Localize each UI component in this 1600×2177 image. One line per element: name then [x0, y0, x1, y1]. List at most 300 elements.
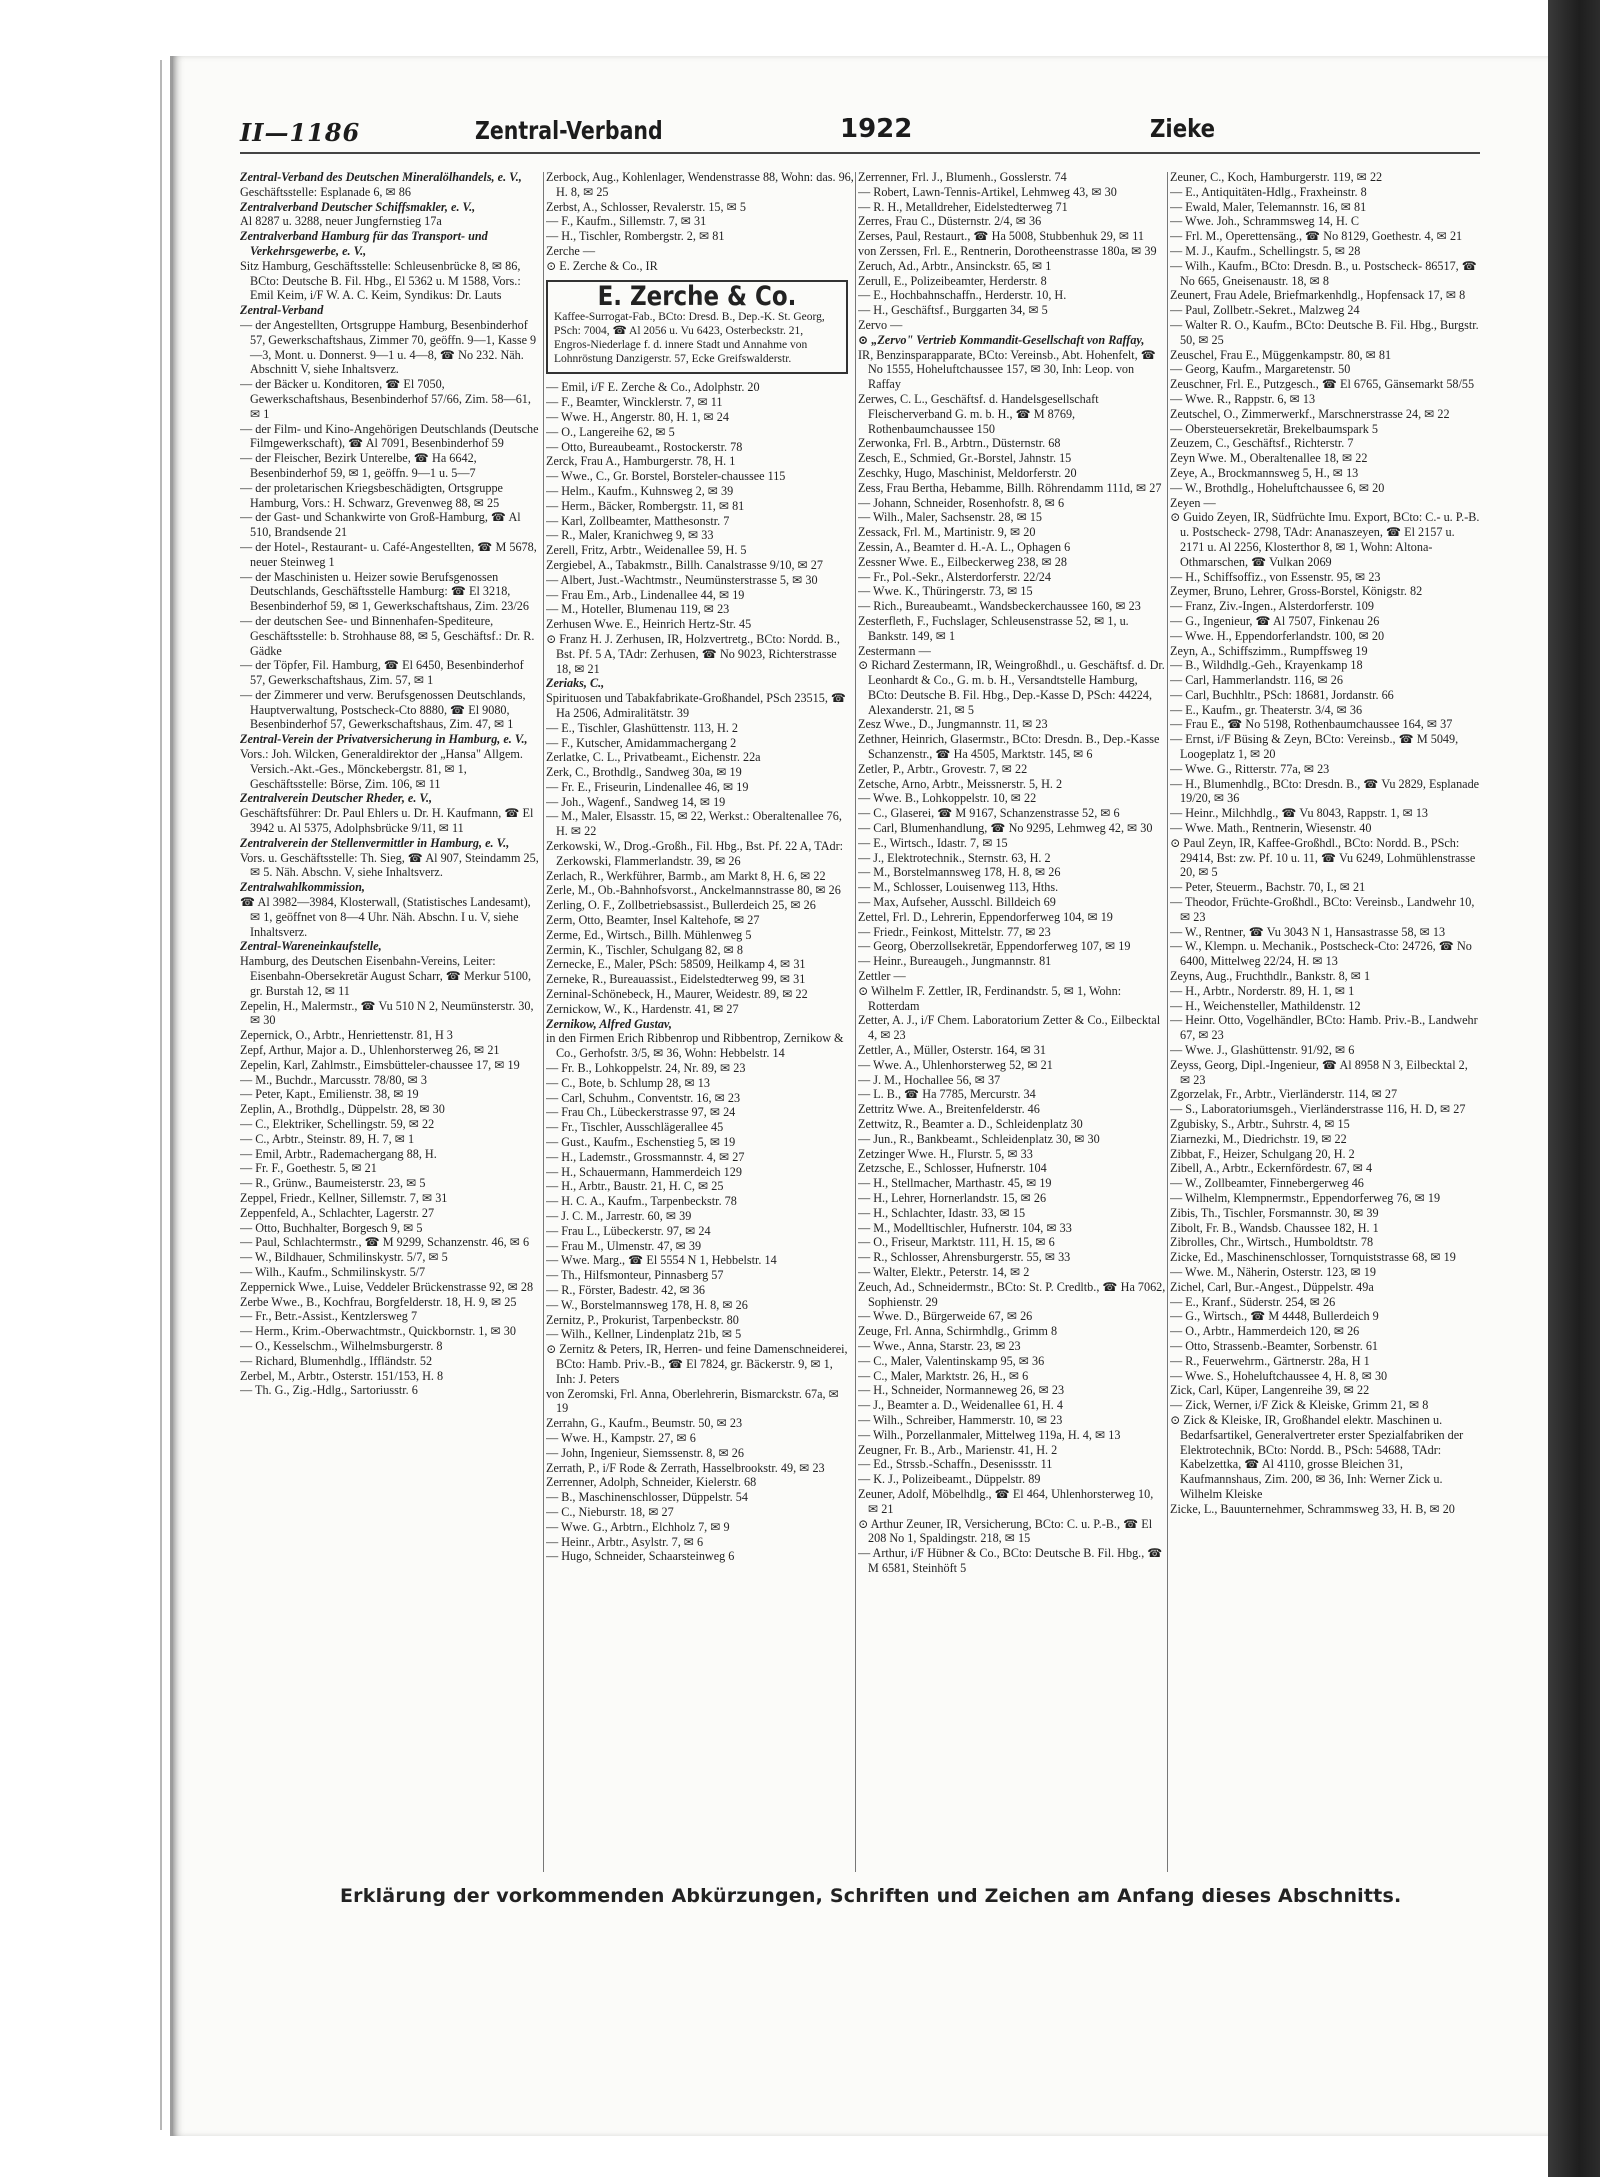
directory-entry: — C., Arbtr., Steinstr. 89, H. 7, ✉ 1 [240, 1131, 415, 1146]
directory-entry: Zeyn Wwe. M., Oberaltenallee 18, ✉ 22 [1170, 451, 1368, 466]
directory-entry: — Paul, Zollbetr.-Sekret., Malzweg 24 [1170, 303, 1360, 318]
directory-entry: Zentral-Wareneinkaufstelle, [240, 939, 382, 954]
advertisement-title: E. Zerche & Co. [597, 280, 797, 312]
directory-entry: Zepelin, H., Malermstr., ☎ Vu 510 N 2, Neumünsterstr. 30, ✉ 30 [240, 998, 534, 1028]
directory-entry: — Carl, Buchhltr., PSch: 18681, Jordanstr. 66 [1170, 687, 1394, 702]
directory-entry: Zentralverband Deutscher Schiffsmakler, e. V., [240, 199, 476, 214]
directory-entry: — Fr., Betr.-Assist., Kentzlersweg 7 [240, 1309, 418, 1324]
directory-entry: Zepelin, Karl, Zahlmstr., Eimsbütteler-chaussee 17, ✉ 19 [240, 1057, 520, 1072]
directory-entry: Zeuner, C., Koch, Hamburgerstr. 119, ✉ 22 [1170, 170, 1383, 184]
directory-entry: — Robert, Lawn-Tennis-Artikel, Lehmweg 43, ✉ 30 [858, 184, 1117, 199]
directory-entry: — Paul, Schlachtermstr., ☎ M 9299, Schanzenstr. 46, ✉ 6 [240, 1235, 530, 1250]
directory-entry: — Walter, Elektr., Peterstr. 14, ✉ 2 [858, 1264, 1030, 1279]
scan-left-margin [0, 0, 150, 2177]
directory-entry: — Frau Em., Arb., Lindenallee 44, ✉ 19 [546, 587, 745, 602]
directory-entry: Zeuschner, Frl. E., Putzgesch., ☎ El 6765, Gänsemarkt 58/55 [1170, 377, 1475, 392]
directory-entry: — Zick, Werner, i/F Zick & Kleiske, Grimm 21, ✉ 8 [1170, 1398, 1429, 1413]
directory-entry: — F., Beamter, Wincklerstr. 7, ✉ 11 [546, 395, 723, 410]
directory-entry: — O., Arbtr., Hammerdeich 120, ✉ 26 [1170, 1324, 1360, 1339]
directory-entry: — E., Kaufm., gr. Theaterstr. 3/4, ✉ 36 [1170, 702, 1363, 717]
directory-entry: Zeuch, Ad., Schneidermstr., BCto: St. P. Credltb., ☎ Ha 7062, Sophienstr. 29 [858, 1279, 1166, 1309]
column-divider [1167, 172, 1168, 1872]
directory-entry: — W., Klempn. u. Mechanik., Postscheck-Cto: 24726, ☎ No 6400, Mittelweg 22/24, H. ✉ 13 [1170, 939, 1472, 969]
directory-entry: Zeunert, Frau Adele, Briefmarkenhdlg., Hopfensack 17, ✉ 8 [1170, 288, 1466, 303]
directory-entry: ☎ Al 3982—3984, Klosterwall, (Statistisches Landesamt), ✉ 1, geöffnet von 8—4 Uhr. Näh. Abschn. I u. V, siehe Inhaltsverz. [240, 895, 531, 939]
directory-entry: — Wwe. H., Kampstr. 27, ✉ 6 [546, 1430, 696, 1445]
directory-entry: — der Bäcker u. Konditoren, ☎ El 7050, Gewerkschaftshaus, Besenbinderhof 57/66, Zim. 58—61, ✉ 1 [240, 377, 531, 421]
directory-entry: — J., Beamter a. D., Weidenallee 61, H. 4 [858, 1398, 1063, 1413]
directory-entry: — Wwe. Joh., Schrammsweg 14, H. C [1170, 214, 1360, 229]
directory-entry: — Wwe. J., Glashüttenstr. 91/92, ✉ 6 [1170, 1043, 1355, 1058]
directory-entry: — Rich., Bureaubeamt., Wandsbeckerchaussee 160, ✉ 23 [858, 599, 1141, 614]
directory-entry: — Wwe. H., Eppendorferlandstr. 100, ✉ 20 [1170, 628, 1385, 643]
directory-entry: Zettel, Frl. D., Lehrerin, Eppendorferweg 104, ✉ 19 [858, 909, 1113, 924]
directory-entry: — Peter, Kapt., Emilienstr. 38, ✉ 19 [240, 1087, 419, 1102]
directory-entry: ⊙ Guido Zeyen, IR, Südfrüchte Imu. Export, BCto: C.- u. P.-B. u. Postscheck- 2798, TAdr: Ananaszeyen, ☎ El 2157 u. 2171 u. Al 2256, Klosterthor 8, ✉ 1, Wohn: Altona-Othmarschen, ☎ Vulkan 2069 [1170, 510, 1480, 569]
directory-entry: Zessin, A., Beamter d. H.-A. L., Ophagen 6 [858, 539, 1071, 554]
directory-entry: — Carl, Hammerlandstr. 116, ✉ 26 [1170, 673, 1343, 688]
directory-entry: — Karl, Zollbeamter, Matthesonstr. 7 [546, 513, 730, 528]
directory-entry: — Carl, Blumenhandlung, ☎ No 9295, Lehmweg 42, ✉ 30 [858, 821, 1153, 836]
directory-entry: — Wwe. A., Uhlenhorsterweg 52, ✉ 21 [858, 1057, 1053, 1072]
directory-entry: Zettler, A., Müller, Osterstr. 164, ✉ 31 [858, 1043, 1046, 1058]
directory-entry: Geschäftsführer: Dr. Paul Ehlers u. Dr. H. Kaufmann, ☎ El 3942 u. Al 5375, Adolphsbrücke 9/11, ✉ 11 [240, 806, 534, 836]
directory-entry: Zeplin, A., Brothdlg., Düppelstr. 28, ✉ 30 [240, 1102, 445, 1117]
directory-entry: — O., Langereihe 62, ✉ 5 [546, 424, 675, 439]
page-number: II—1186 [240, 118, 361, 147]
directory-entry: Zerhusen Wwe. E., Heinrich Hertz-Str. 45 [546, 617, 752, 632]
directory-entry: Al 8287 u. 3288, neuer Jungfernstieg 17a [240, 214, 442, 229]
directory-entry: Zentralverband Hamburg für das Transport- und Verkehrsgewerbe, e. V., [240, 229, 488, 258]
directory-entry: — E., Hochbahnschaffn., Herderstr. 10, H. [858, 288, 1067, 303]
directory-entry: — O., Friseur, Marktstr. 111, H. 15, ✉ 6 [858, 1235, 1055, 1250]
directory-entry: — Frau E., ☎ No 5198, Rothenbaumchaussee 164, ✉ 37 [1170, 717, 1453, 732]
directory-column-1 [240, 170, 540, 1880]
directory-entry: — O., Kesselschm., Wilhelmsburgerstr. 8 [240, 1338, 443, 1353]
directory-entry: — M., Borstelmannsweg 178, H. 8, ✉ 26 [858, 865, 1061, 880]
directory-entry: Zeyss, Georg, Dipl.-Ingenieur, ☎ Al 8958 N 3, Eilbecktal 2, ✉ 23 [1170, 1057, 1468, 1087]
directory-entry: — Wilh., Kellner, Lindenplatz 21b, ✉ 5 [546, 1327, 742, 1342]
directory-entry: Zgubisky, S., Arbtr., Suhrstr. 4, ✉ 15 [1170, 1117, 1350, 1131]
directory-entry: ⊙ Paul Zeyn, IR, Kaffee-Großhdl., BCto: Nordd. B., PSch: 29414, Bst: zw. Pf. 10 u. 11, ☎ Vu 6249, Lohmühlenstrasse 20, ✉ 5 [1170, 835, 1476, 880]
directory-entry: — M. J., Kaufm., Schellingstr. 5, ✉ 28 [1170, 243, 1361, 258]
directory-entry: Zentralverein der Stellenvermittler in Hamburg, e. V., [240, 835, 510, 850]
directory-entry: — C., Bote, b. Schlump 28, ✉ 13 [546, 1075, 710, 1090]
directory-entry: — Fr., Tischler, Ausschlägerallee 45 [546, 1120, 724, 1135]
column-divider [855, 172, 856, 1872]
directory-entry: — Th., Hilfsmonteur, Pinnasberg 57 [546, 1268, 724, 1283]
directory-entry: — Emil, Arbtr., Rademachergang 88, H. [240, 1146, 437, 1161]
directory-entry: — Ewald, Maler, Telemannstr. 16, ✉ 81 [1170, 199, 1367, 214]
directory-entry: — Wilh., Kaufm., BCto: Dresdn. B., u. Postscheck- 86517, ☎ No 665, Gneisenaustr. 18, ✉ 8 [1170, 258, 1477, 288]
directory-entry: Zetter, A. J., i/F Chem. Laboratorium Zetter & Co., Eilbecktal 4, ✉ 23 [858, 1013, 1161, 1043]
directory-entry: — R., Grünw., Baumeisterstr. 23, ✉ 5 [240, 1176, 426, 1191]
directory-entry: Spirituosen und Tabakfabrikate-Großhandel, PSch 23515, ☎ Ha 2506, Admiralitätstr. 39 [546, 691, 847, 720]
directory-entry: — Herm., Krim.-Oberwachtmstr., Quickbornstr. 1, ✉ 30 [240, 1324, 516, 1339]
directory-entry: Zibolt, Fr. B., Wandsb. Chaussee 182, H. 1 [1170, 1220, 1379, 1235]
directory-entry: Zesz Wwe., D., Jungmannstr. 11, ✉ 23 [858, 717, 1048, 732]
directory-entry: — John, Ingenieur, Siemssenstr. 8, ✉ 26 [546, 1445, 744, 1460]
scan-right-margin [1548, 0, 1600, 2177]
directory-entry: — Otto, Bureaubeamt., Rostockerstr. 78 [546, 439, 743, 454]
directory-entry: — Friedr., Feinkost, Mittelstr. 77, ✉ 23 [858, 924, 1051, 939]
directory-entry: Zerkowski, W., Drog.-Großh., Fil. Hbg., Bst. Pf. 22 A, TAdr: Zerkowski, Flammerlandstr. 39, ✉ 26 [546, 839, 844, 868]
directory-entry: — der Fleischer, Bezirk Unterelbe, ☎ Ha 6642, Besenbinderhof 59, ✉ 1, geöffn. 9—1 u. 5—7 [240, 451, 477, 480]
directory-entry: — Helm., Kaufm., Kuhnsweg 2, ✉ 39 [546, 483, 734, 498]
directory-entry: von Zerssen, Frl. E., Rentnerin, Dorotheenstrasse 180a, ✉ 39 [858, 243, 1157, 258]
directory-entry: Ziarnezki, M., Diedrichstr. 19, ✉ 22 [1170, 1131, 1347, 1146]
directory-entry: — E., Antiquitäten-Hdlg., Fraxheinstr. 8 [1170, 184, 1367, 199]
directory-entry: — Georg, Kaufm., Margaretenstr. 50 [1170, 362, 1351, 377]
directory-entry: — R., Schlosser, Ahrensburgerstr. 55, ✉ 33 [858, 1250, 1071, 1265]
directory-entry: von Zeromski, Frl. Anna, Oberlehrerin, Bismarckstr. 67a, ✉ 19 [546, 1386, 839, 1416]
directory-entry: Zerlatke, C. L., Privatbeamt., Eichenstr. 22a [546, 750, 761, 765]
directory-entry: — Heinr., Milchhdlg., ☎ Vu 8043, Rappstr. 1, ✉ 13 [1170, 806, 1429, 821]
directory-entry: — Johann, Schneider, Rosenhofstr. 8, ✉ 6 [858, 495, 1065, 510]
directory-entry: — W., Zollbeamter, Finnebergerweg 46 [1170, 1176, 1364, 1191]
directory-entry: — R., Förster, Badestr. 42, ✉ 36 [546, 1282, 706, 1297]
directory-entry: Zerm, Otto, Beamter, Insel Kaltehofe, ✉ 27 [546, 913, 760, 928]
directory-entry: Zerlach, R., Werkführer, Barmb., am Markt 8, H. 6, ✉ 22 [546, 868, 826, 883]
directory-entry: — Georg, Oberzollsekretär, Eppendorferweg 107, ✉ 19 [858, 939, 1131, 954]
directory-entry: — Fr. B., Lohkoppelstr. 24, Nr. 89, ✉ 23 [546, 1061, 746, 1076]
directory-entry: — H., Schneider, Normanneweg 26, ✉ 23 [858, 1383, 1065, 1398]
directory-entry: — K. J., Polizeibeamt., Düppelstr. 89 [858, 1472, 1041, 1487]
directory-entry: Zeschky, Hugo, Maschinist, Meldorferstr. 20 [858, 465, 1077, 480]
directory-entry: Zicke, Ed., Maschinenschlosser, Tornquiststrasse 68, ✉ 19 [1170, 1250, 1456, 1265]
directory-entry: Zeymer, Bruno, Lehrer, Gross-Borstel, Königstr. 82 [1170, 584, 1423, 599]
directory-entry: Zeutschel, O., Zimmerwerkf., Marschnerstrasse 24, ✉ 22 [1170, 406, 1450, 421]
directory-entry: — Theodor, Früchte-Großhdl., BCto: Vereinsb., Landwehr 10, ✉ 23 [1170, 895, 1475, 924]
directory-entry: — H., Schlachter, Idastr. 33, ✉ 15 [858, 1205, 1026, 1220]
directory-entry: — Wwe., Anna, Starstr. 23, ✉ 23 [858, 1338, 1021, 1353]
binding-shadow [160, 60, 162, 2130]
directory-entry: — Frau L., Lübeckerstr. 97, ✉ 24 [546, 1223, 711, 1238]
directory-entry: — Frau M., Ulmenstr. 47, ✉ 39 [546, 1238, 702, 1253]
directory-entry: — Fr. E., Friseurin, Lindenallee 46, ✉ 19 [546, 779, 749, 794]
directory-entry: Zerninal-Schönebeck, H., Maurer, Weidestr. 89, ✉ 22 [546, 987, 808, 1002]
directory-entry: — J. C. M., Jarrestr. 60, ✉ 39 [546, 1209, 692, 1223]
directory-entry: — der Maschinisten u. Heizer sowie Berufsgenossen Deutschlands, Geschäftsstelle Hamburg: ☎ El 3218, Besenbinderhof 59, ✉ 1, Gewerkschaftshaus, Zim. 23/26 [240, 569, 529, 614]
directory-entry: — Frau Ch., Lübeckerstrasse 97, ✉ 24 [546, 1105, 736, 1120]
directory-entry: — R., Feuerwehrm., Gärtnerstr. 28a, H 1 [1170, 1353, 1370, 1368]
directory-entry: — der Zimmerer und verw. Berufsgenossen Deutschlands, Hauptverwaltung, Postscheck-Cto 8880, ☎ El 9080, Besenbinderhof 57, Gewerkschaftshaus, Zim. 47, ✉ 1 [240, 687, 526, 732]
directory-entry: — Wwe. H., Angerstr. 80, H. 1, ✉ 24 [546, 409, 729, 424]
directory-entry: Geschäftsstelle: Esplanade 6, ✉ 86 [240, 184, 411, 199]
directory-entry: — Wilh., Porzellanmaler, Mittelweg 119a, H. 4, ✉ 13 [858, 1427, 1121, 1442]
directory-entry: — Otto, Buchhalter, Borgesch 9, ✉ 5 [240, 1220, 423, 1235]
directory-entry: — Wwe. K., Thüringerstr. 73, ✉ 15 [858, 584, 1033, 599]
directory-entry: ⊙ E. Zerche & Co., IR [546, 258, 658, 273]
directory-entry: Zerche — [546, 243, 596, 258]
directory-entry: Zervo — [858, 317, 903, 332]
directory-entry: — Wwe. B., Lohkoppelstr. 10, ✉ 22 [858, 791, 1037, 806]
directory-entry: — Heinr., Arbtr., Asylstr. 7, ✉ 6 [546, 1534, 704, 1549]
directory-entry: — Max, Aufseher, Ausschl. Billdeich 69 [858, 895, 1056, 910]
directory-entry: — Wwe. D., Bürgerweide 67, ✉ 26 [858, 1309, 1033, 1324]
directory-entry: Zeye, A., Brockmannsweg 5, H., ✉ 13 [1170, 465, 1359, 480]
directory-entry: Zentralverein Deutscher Rheder, e. V., [240, 791, 433, 806]
directory-entry: Vors. u. Geschäftsstelle: Th. Sieg, ☎ Al 907, Steindamm 25, ✉ 5. Näh. Abschn. V, siehe Inhaltsverz. [240, 850, 539, 880]
directory-entry: — Fr. F., Goethestr. 5, ✉ 21 [240, 1161, 377, 1176]
directory-entry: Zerrenner, Frl. J., Blumenh., Gosslerstr. 74 [858, 170, 1067, 184]
directory-entry: — Emil, i/F E. Zerche & Co., Adolphstr. 20 [546, 380, 760, 395]
directory-entry: — W., Brothdlg., Hoheluftchaussee 6, ✉ 20 [1170, 480, 1385, 495]
directory-entry: Zentralwahlkommission, [240, 880, 365, 895]
section-title: Zentral-Verband [475, 116, 663, 145]
directory-entry: Zeppel, Friedr., Kellner, Sillemstr. 7, ✉ 31 [240, 1190, 448, 1205]
directory-entry: — Joh., Wagenf., Sandweg 14, ✉ 19 [546, 794, 726, 809]
directory-entry: — der Gast- und Schankwirte von Groß-Hamburg, ☎ Al 510, Brandsende 21 [240, 510, 521, 540]
directory-entry: ⊙ Richard Zestermann, IR, Weingroßhdl., u. Geschäftsf. d. Dr. Leonhardt & Co., G. m. b. H., Versandtstelle Hamburg, BCto: Deutsche B. Fil. Hbg., Dep.-Kasse D, PSch: 44224, Alexanderstr. 21, ✉ 5 [858, 658, 1165, 717]
directory-entry: Zergiebel, A., Tabakmstr., Billh. Canalstrasse 9/10, ✉ 27 [546, 557, 823, 572]
directory-entry: Zerbel, M., Arbtr., Osterstr. 151/153, H. 8 [240, 1368, 444, 1383]
directory-entry: Zeugner, Fr. B., Arb., Marienstr. 41, H. 2 [858, 1442, 1058, 1457]
directory-entry: — Wilh., Maler, Sachsenstr. 28, ✉ 15 [858, 510, 1043, 525]
directory-entry: Zess, Frau Bertha, Hebamme, Billh. Röhrendamm 111d, ✉ 27 [858, 480, 1162, 495]
directory-entry: — Jun., R., Bankbeamt., Schleidenplatz 30, ✉ 30 [858, 1131, 1100, 1146]
directory-entry: — R. H., Metalldreher, Eidelstedterweg 71 [858, 199, 1068, 214]
directory-entry: — Arthur, i/F Hübner & Co., BCto: Deutsche B. Fil. Hbg., ☎ M 6581, Steinhöft 5 [858, 1546, 1163, 1575]
directory-entry: Zepf, Arthur, Major a. D., Uhlenhorsterweg 26, ✉ 21 [240, 1043, 500, 1058]
directory-entry: — Obersteuersekretär, Brekelbaumspark 5 [1170, 421, 1378, 436]
directory-entry: — H., Stellmacher, Marthastr. 45, ✉ 19 [858, 1176, 1052, 1191]
directory-entry: Zerell, Fritz, Arbtr., Weidenallee 59, H. 5 [546, 543, 747, 558]
directory-entry: — der Angestellten, Ortsgruppe Hamburg, Besenbinderhof 57, Gewerkschaftshaus, Zimmer 70, geöffn. 9—1, Kasse 9—3, Mont. u. Donnerst. 9—1 u. 4—8, ☎ No 232. Näh. Abschnitt V, siehe Inhaltsverz. [240, 317, 537, 377]
directory-entry: — H., Schauermann, Hammerdeich 129 [546, 1164, 742, 1179]
directory-entry: — M., Maler, Elsasstr. 15, ✉ 22, Werkst.: Oberaltenallee 76, H. ✉ 22 [546, 809, 842, 839]
directory-entry: ⊙ „Zervo" Vertrieb Kommandit-Gesellschaft von Raffay, [858, 332, 1145, 347]
directory-entry: Zermin, K., Tischler, Schulgang 82, ✉ 8 [546, 942, 743, 957]
directory-entry: Zettwitz, R., Beamter a. D., Schleidenplatz 30 [858, 1117, 1083, 1131]
directory-entry: Zernitz, P., Prokurist, Tarpenbeckstr. 80 [546, 1312, 739, 1327]
directory-entry: — W., Borstelmannsweg 178, H. 8, ✉ 26 [546, 1297, 748, 1312]
directory-entry: — Wwe. G., Ritterstr. 77a, ✉ 23 [1170, 761, 1330, 776]
directory-entry: — H., Tischler, Rombergstr. 2, ✉ 81 [546, 229, 725, 244]
directory-entry: — Wilh., Schreiber, Hammerstr. 10, ✉ 23 [858, 1412, 1063, 1427]
directory-entry: ⊙ Wilhelm F. Zettler, IR, Ferdinandstr. 5, ✉ 1, Wohn: Rotterdam [858, 983, 1122, 1013]
directory-entry: ⊙ Zick & Kleiske, IR, Großhandel elektr. Maschinen u. Bedarfsartikel, Generalvertreter erster Spezialfabriken der Elektrotechnik, BCto: Nordd. B., PSch: 54688, TAdr: Kabelzettka, ☎ Al 4110, grosse Bleichen 31, Kaufmannshaus, Zim. 200, ✉ 36, Inh: Werner Zick u. Wilhelm Kleiske [1170, 1412, 1464, 1501]
directory-entry: — Ed., Strssb.-Schaffn., Desenissstr. 11 [858, 1457, 1053, 1472]
directory-entry: Zeyen — [1170, 495, 1216, 510]
directory-entry: — C., Maler, Marktstr. 26, H., ✉ 6 [858, 1368, 1029, 1383]
directory-entry: Zessack, Frl. M., Martinistr. 9, ✉ 20 [858, 525, 1036, 540]
directory-entry: Zetsche, Arno, Arbtr., Meissnerstr. 5, H. 2 [858, 776, 1063, 791]
directory-entry: Zerwonka, Frl. B., Arbtrn., Düsternstr. 68 [858, 436, 1061, 451]
directory-entry: Zetzinger Wwe. H., Flurstr. 5, ✉ 33 [858, 1146, 1033, 1161]
directory-entry: Zeuschel, Frau E., Müggenkampstr. 80, ✉ 81 [1170, 347, 1392, 362]
directory-entry: — Hugo, Schneider, Schaarsteinweg 6 [546, 1549, 735, 1564]
directory-entry: — M., Buchdr., Marcusstr. 78/80, ✉ 3 [240, 1072, 427, 1087]
directory-entry: Zerres, Frau C., Düsternstr. 2/4, ✉ 36 [858, 214, 1042, 229]
directory-entry: Zerneke, R., Bureauassist., Eidelstedterweg 99, ✉ 31 [546, 972, 806, 987]
directory-entry: — L. B., ☎ Ha 7785, Mercurstr. 34 [858, 1087, 1036, 1102]
directory-entry: Zessner Wwe. E., Eilbeckerweg 238, ✉ 28 [858, 554, 1067, 569]
directory-entry: — Wwe. S., Hoheluftchaussee 4, H. 8, ✉ 30 [1170, 1368, 1388, 1383]
directory-entry: ⊙ Franz H. J. Zerhusen, IR, Holzvertretg., BCto: Nordd. B., Bst. Pf. 5 A, TAdr: Zerhusen, ☎ No 9023, Richterstrasse 18, ✉ 21 [546, 631, 840, 676]
directory-entry: IR, Benzinsparapparate, BCto: Vereinsb., Abt. Hohenfelt, ☎ No 1555, Hoheluftchaussee 157, ✉ 30, Inh: Leop. von Raffay [858, 347, 1156, 392]
directory-entry: — G., Ingenieur, ☎ Al 7507, Finkenau 26 [1170, 613, 1380, 628]
directory-entry: Vors.: Joh. Wilcken, Generaldirektor der „Hansa" Allgem. Versich.-Akt.-Ges., Mönckebergstr. 81, ✉ 1, Geschäftsstelle: Börse, Zim. 106, ✉ 11 [240, 747, 523, 791]
directory-entry: — E., Wirtsch., Idastr. 7, ✉ 15 [858, 835, 1008, 850]
directory-entry: — Franz, Ziv.-Ingen., Alsterdorferstr. 109 [1170, 599, 1374, 614]
directory-column-2 [546, 170, 854, 1880]
directory-entry: Sitz Hamburg, Geschäftsstelle: Schleusenbrücke 8, ✉ 86, BCto: Deutsche B. Fil. Hbg., El 5362 u. M 1588, Vors.: Emil Keim, i/F W. A. C. Keim, Syndikus: Dr. Lauts [240, 258, 521, 303]
advertisement-box [546, 280, 848, 375]
directory-entry: Zerrenner, Adolph, Schneider, Kielerstr. 68 [546, 1475, 757, 1490]
directory-entry: — J., Elektrotechnik., Sternstr. 63, H. 2 [858, 850, 1051, 865]
directory-entry: — B., Maschinenschlosser, Düppelstr. 54 [546, 1490, 748, 1505]
directory-entry: — C., Maler, Valentinskamp 95, ✉ 36 [858, 1353, 1045, 1368]
directory-entry: — Ernst, i/F Büsing & Zeyn, BCto: Vereinsb., ☎ M 5049, Loogeplatz 1, ✉ 20 [1170, 732, 1459, 762]
directory-entry: Hamburg, des Deutschen Eisenbahn-Vereins, Leiter: Eisenbahn-Obersekretär August Scharr, ☎ Merkur 5100, gr. Burstah 12, ✉ 11 [240, 954, 532, 998]
directory-entry: — Otto, Strassenb.-Beamter, Sorbenstr. 61 [1170, 1338, 1379, 1353]
directory-entry: — H., Arbtr., Baustr. 21, H. C, ✉ 25 [546, 1179, 724, 1194]
directory-entry: Zeuner, Adolf, Möbelhdlg., ☎ El 464, Uhlenhorsterweg 10, ✉ 21 [858, 1486, 1154, 1516]
directory-entry: — J. M., Hochallee 56, ✉ 37 [858, 1072, 1001, 1087]
directory-entry: Zerme, Ed., Wirtsch., Billh. Mühlenweg 5 [546, 927, 752, 942]
directory-entry: Zibell, A., Arbtr., Eckernfördestr. 67, ✉ 4 [1170, 1161, 1373, 1176]
directory-entry: — F., Kutscher, Amidammachergang 2 [546, 735, 737, 750]
directory-entry: Zerbe Wwe., B., Kochfrau, Borgfelderstr. 18, H. 9, ✉ 25 [240, 1294, 517, 1309]
directory-entry: Zernecke, E., Maler, PSch: 58509, Heilkamp 4, ✉ 31 [546, 957, 806, 972]
directory-entry: — Walter R. O., Kaufm., BCto: Deutsche B. Fil. Hbg., Burgstr. 50, ✉ 25 [1170, 317, 1479, 347]
directory-entry: Zicke, L., Bauunternehmer, Schrammsweg 33, H. B, ✉ 20 [1170, 1501, 1455, 1516]
directory-entry: Zgorzelak, Fr., Arbtr., Vierländerstr. 114, ✉ 27 [1170, 1087, 1398, 1102]
year-label: 1922 [840, 114, 913, 144]
directory-entry: — R., Maler, Kranichweg 9, ✉ 33 [546, 528, 714, 543]
directory-entry: Zeuzem, C., Geschäftsf., Richterstr. 7 [1170, 436, 1354, 451]
directory-entry: — Th. G., Zig.-Hdlg., Sartoriusstr. 6 [240, 1383, 418, 1398]
directory-entry: — H., Schiffsoffiz., von Essenstr. 95, ✉ 23 [1170, 569, 1381, 584]
directory-entry: — der Töpfer, Fil. Hamburg, ☎ El 6450, Besenbinderhof 57, Gewerkschaftshaus, Zim. 57, ✉ 1 [240, 658, 524, 688]
directory-entry: Zentral-Verband des Deutschen Mineralölhandels, e. V., [240, 170, 522, 184]
page-header [240, 112, 1480, 154]
directory-entry: Zerbock, Aug., Kohlenlager, Wendenstrasse 88, Wohn: das. 96, H. 8, ✉ 25 [546, 170, 854, 199]
directory-entry: Zeriaks, C., [546, 676, 605, 691]
abbreviations-note: Erklärung der vorkommenden Abkürzungen, Schriften und Zeichen am Anfang dieses Abschnitts. [340, 1885, 1402, 1907]
directory-entry: Zerling, O. F., Zollbetriebsassist., Bullerdeich 25, ✉ 26 [546, 898, 816, 913]
directory-entry: — der deutschen See- und Binnenhafen-Spediteure, Geschäftsstelle: b. Strohhause 88, ✉ 5, Geschäftsf.: Dr. R. Gädke [240, 613, 535, 658]
directory-entry: — der proletarischen Kriegsbeschädigten, Ortsgruppe Hamburg, Vors.: H. Schwarz, Grevenweg 88, ✉ 25 [240, 480, 503, 510]
directory-column-4 [1170, 170, 1480, 1880]
directory-entry: Zeyn, A., Schiffszimm., Rumpffsweg 19 [1170, 643, 1368, 658]
directory-entry: — H., Geschäftsf., Burggarten 34, ✉ 5 [858, 303, 1048, 318]
directory-entry: Zesch, E., Schmied, Gr.-Borstel, Jahnstr. 15 [858, 451, 1072, 466]
directory-entry: Zeppenfeld, A., Schlachter, Lagerstr. 27 [240, 1205, 435, 1220]
directory-entry: Zernickow, W., K., Hardenstr. 41, ✉ 27 [546, 1001, 739, 1016]
directory-entry: — B., Wildhdlg.-Geh., Krayenkamp 18 [1170, 658, 1363, 673]
directory-entry: Zeruch, Ad., Arbtr., Ansinckstr. 65, ✉ 1 [858, 258, 1052, 273]
directory-entry: Zetler, P., Arbtr., Grovestr. 7, ✉ 22 [858, 761, 1028, 776]
directory-entry: — H., Lehrer, Hornerlandstr. 15, ✉ 26 [858, 1190, 1047, 1205]
directory-entry: Zichel, Carl, Bur.-Angest., Düppelstr. 49a [1170, 1279, 1374, 1294]
directory-entry: — Wilhelm, Klempnermstr., Eppendorferweg 76, ✉ 19 [1170, 1190, 1441, 1205]
directory-entry: — Carl, Schuhm., Conventstr. 16, ✉ 23 [546, 1090, 741, 1105]
directory-entry: Zethner, Heinrich, Glasermstr., BCto: Dresdn. B., Dep.-Kasse Schanzenstr., ☎ Ha 4505, Marktstr. 145, ✉ 6 [858, 732, 1160, 762]
directory-entry: Zick, Carl, Küper, Langenreihe 39, ✉ 22 [1170, 1383, 1370, 1398]
directory-entry: Zeppernick Wwe., Luise, Veddeler Brückenstrasse 92, ✉ 28 [240, 1279, 534, 1294]
directory-entry: — Wwe. G., Arbtrn., Elchholz 7, ✉ 9 [546, 1519, 730, 1534]
directory-entry: — H., Weichensteller, Mathildenstr. 12 [1170, 998, 1361, 1013]
directory-entry: — H. C. A., Kaufm., Tarpenbeckstr. 78 [546, 1194, 737, 1209]
directory-entry: in den Firmen Erich Ribbenrop und Ribbentrop, Zernikow & Co., Gerhofstr. 3/5, ✉ 36, Wohn: Hebbelstr. 14 [546, 1031, 844, 1061]
directory-entry: — Herm., Bäcker, Rombergstr. 11, ✉ 81 [546, 498, 745, 513]
directory-entry: — M., Hoteller, Blumenau 119, ✉ 23 [546, 602, 730, 617]
directory-entry: — W., Rentner, ☎ Vu 3043 N 1, Hansastrasse 58, ✉ 13 [1170, 924, 1446, 939]
directory-column-3 [858, 170, 1166, 1880]
directory-entry: Zernikow, Alfred Gustav, [546, 1016, 672, 1031]
directory-entry: ⊙ Arthur Zeuner, IR, Versicherung, BCto: C. u. P.-B., ☎ El 208 No 1, Spaldingstr. 218, ✉ 15 [858, 1516, 1153, 1546]
column-divider [543, 172, 544, 1872]
directory-entry: Zeuge, Frl. Anna, Schirmhdlg., Grimm 8 [858, 1324, 1058, 1339]
directory-entry: Zentral-Verein der Privatversicherung in Hamburg, e. V., [240, 732, 528, 747]
directory-entry: Zeyns, Aug., Fruchthdlr., Bankstr. 8, ✉ 1 [1170, 969, 1371, 984]
directory-entry: Zibrolles, Chr., Wirtsch., Humboldtstr. 78 [1170, 1235, 1374, 1250]
directory-entry: Zerrath, P., i/F Rode & Zerrath, Hasselbrookstr. 49, ✉ 23 [546, 1460, 825, 1475]
directory-entry: — Wwe. Math., Rentnerin, Wiesenstr. 40 [1170, 821, 1372, 836]
directory-entry: Zepernick, O., Arbtr., Henriettenstr. 81, H 3 [240, 1028, 453, 1043]
directory-entry: — Wwe. M., Näherin, Osterstr. 123, ✉ 19 [1170, 1264, 1376, 1279]
directory-entry: Zettler — [858, 969, 906, 984]
directory-entry: — H., Arbtr., Norderstr. 89, H. 1, ✉ 1 [1170, 983, 1355, 998]
directory-entry: Zibis, Th., Tischler, Forsmannstr. 30, ✉ 39 [1170, 1205, 1379, 1220]
directory-entry: — G., Wirtsch., ☎ M 4448, Bullerdeich 9 [1170, 1309, 1379, 1324]
directory-entry: — M., Modelltischler, Hufnerstr. 104, ✉ 33 [858, 1220, 1072, 1235]
directory-entry: — S., Laboratoriumsgeh., Vierländerstrasse 116, H. D, ✉ 27 [1170, 1102, 1466, 1117]
directory-entry: — Wilh., Kaufm., Schmilinskystr. 5/7 [240, 1264, 426, 1279]
directory-entry: Zerses, Paul, Restaurt., ☎ Ha 5008, Stubbenhuk 29, ✉ 11 [858, 229, 1144, 244]
directory-entry: — H., Lademstr., Grossmannstr. 4, ✉ 27 [546, 1149, 745, 1164]
directory-entry: Zestermann — [858, 643, 931, 658]
directory-entry: — der Film- und Kino-Angehörigen Deutschlands (Deutsche Filmgewerkschaft), ☎ Al 7091, Besenbinderhof 59 [240, 421, 539, 451]
directory-entry: — H., Blumenhdlg., BCto: Dresdn. B., ☎ Vu 2829, Esplanade 19/20, ✉ 36 [1170, 776, 1480, 806]
advertisement-body: Kaffee-Surrogat-Fab., BCto: Dresd. B., Dep.-K. St. Georg, PSch: 7004, ☎ Al 2056 u. Vu 6423, Osterbeckstr. 21, Engros-Niederlage f. d. innere Stadt und Annahme von Lohnröstung Danzigerstr. 57, Ecke Greifswalderstr. [554, 311, 825, 366]
directory-entry: — Albert, Just.-Wachtmstr., Neumünsterstrasse 5, ✉ 30 [546, 572, 818, 587]
directory-entry: — Wwe., C., Gr. Borstel, Borsteler-chaussee 115 [546, 469, 786, 484]
directory-entry: Zerck, Frau A., Hamburgerstr. 78, H. 1 [546, 454, 736, 469]
directory-entry: — der Hotel-, Restaurant- u. Café-Angestellten, ☎ M 5678, neuer Steinweg 1 [240, 539, 537, 569]
directory-entry: — F., Kaufm., Sillemstr. 7, ✉ 31 [546, 214, 707, 229]
directory-entry: — Wwe. Marg., ☎ El 5554 N 1, Hebbelstr. 14 [546, 1253, 777, 1268]
directory-entry: — Peter, Steuerm., Bachstr. 70, I., ✉ 21 [1170, 880, 1366, 895]
directory-entry: Zettritz Wwe. A., Breitenfelderstr. 46 [858, 1102, 1040, 1117]
directory-entry: Zetzsche, E., Schlosser, Hufnerstr. 104 [858, 1161, 1047, 1176]
directory-entry: — W., Bildhauer, Schmilinskystr. 5/7, ✉ 5 [240, 1250, 448, 1265]
directory-entry: Zesterfleth, F., Fuchslager, Schleusenstrasse 52, ✉ 1, u. Bankstr. 149, ✉ 1 [858, 613, 1129, 643]
directory-entry: Zerull, E., Polizeibeamter, Herderstr. 8 [858, 273, 1047, 288]
directory-entry: — E., Tischler, Glashüttenstr. 113, H. 2 [546, 720, 739, 735]
directory-entry: Zentral-Verband [240, 303, 324, 318]
directory-entry: — M., Schlosser, Louisenweg 113, Hths. [858, 880, 1059, 895]
directory-entry: Zerk, C., Brothdlg., Sandweg 30a, ✉ 19 [546, 765, 742, 780]
directory-entry: — Fr., Pol.-Sekr., Alsterdorferstr. 22/24 [858, 569, 1051, 584]
directory-entry: — Richard, Blumenhdlg., Iffländstr. 52 [240, 1353, 433, 1368]
directory-entry: — Frl. M., Operettensäng., ☎ No 8129, Goethestr. 4, ✉ 21 [1170, 229, 1463, 244]
directory-entry: Zibbat, F., Heizer, Schulgang 20, H. 2 [1170, 1146, 1355, 1161]
directory-entry: ⊙ Zernitz & Peters, IR, Herren- und feine Damenschneiderei, BCto: Hamb. Priv.-B., ☎ El 7824, gr. Bäckerstr. 9, ✉ 1, Inh: J. Peters [546, 1342, 848, 1386]
directory-entry: — Wwe. R., Rappstr. 6, ✉ 13 [1170, 391, 1316, 406]
directory-entry: — E., Kranf., Süderstr. 254, ✉ 26 [1170, 1294, 1336, 1309]
directory-entry: Zerbst, A., Schlosser, Revalerstr. 15, ✉ 5 [546, 199, 746, 214]
directory-entry: — Heinr., Bureaugeh., Jungmannstr. 81 [858, 954, 1052, 969]
directory-entry: Zerwes, C. L., Geschäftsf. d. Handelsgesellschaft Fleischerverband G. m. b. H., ☎ M 8769, Rothenbaumchaussee 150 [858, 391, 1099, 436]
directory-entry: — C., Glaserei, ☎ M 9167, Schanzenstrasse 52, ✉ 6 [858, 806, 1120, 821]
directory-entry: — Heinr. Otto, Vogelhändler, BCto: Hamb. Priv.-B., Landwehr 67, ✉ 23 [1170, 1013, 1478, 1043]
directory-entry: — Gust., Kaufm., Eschenstieg 5, ✉ 19 [546, 1135, 736, 1150]
directory-entry: — C., Elektriker, Schellingstr. 59, ✉ 22 [240, 1117, 435, 1131]
directory-entry: Zerle, M., Ob.-Bahnhofsvorst., Anckelmannstrasse 80, ✉ 26 [546, 883, 841, 898]
